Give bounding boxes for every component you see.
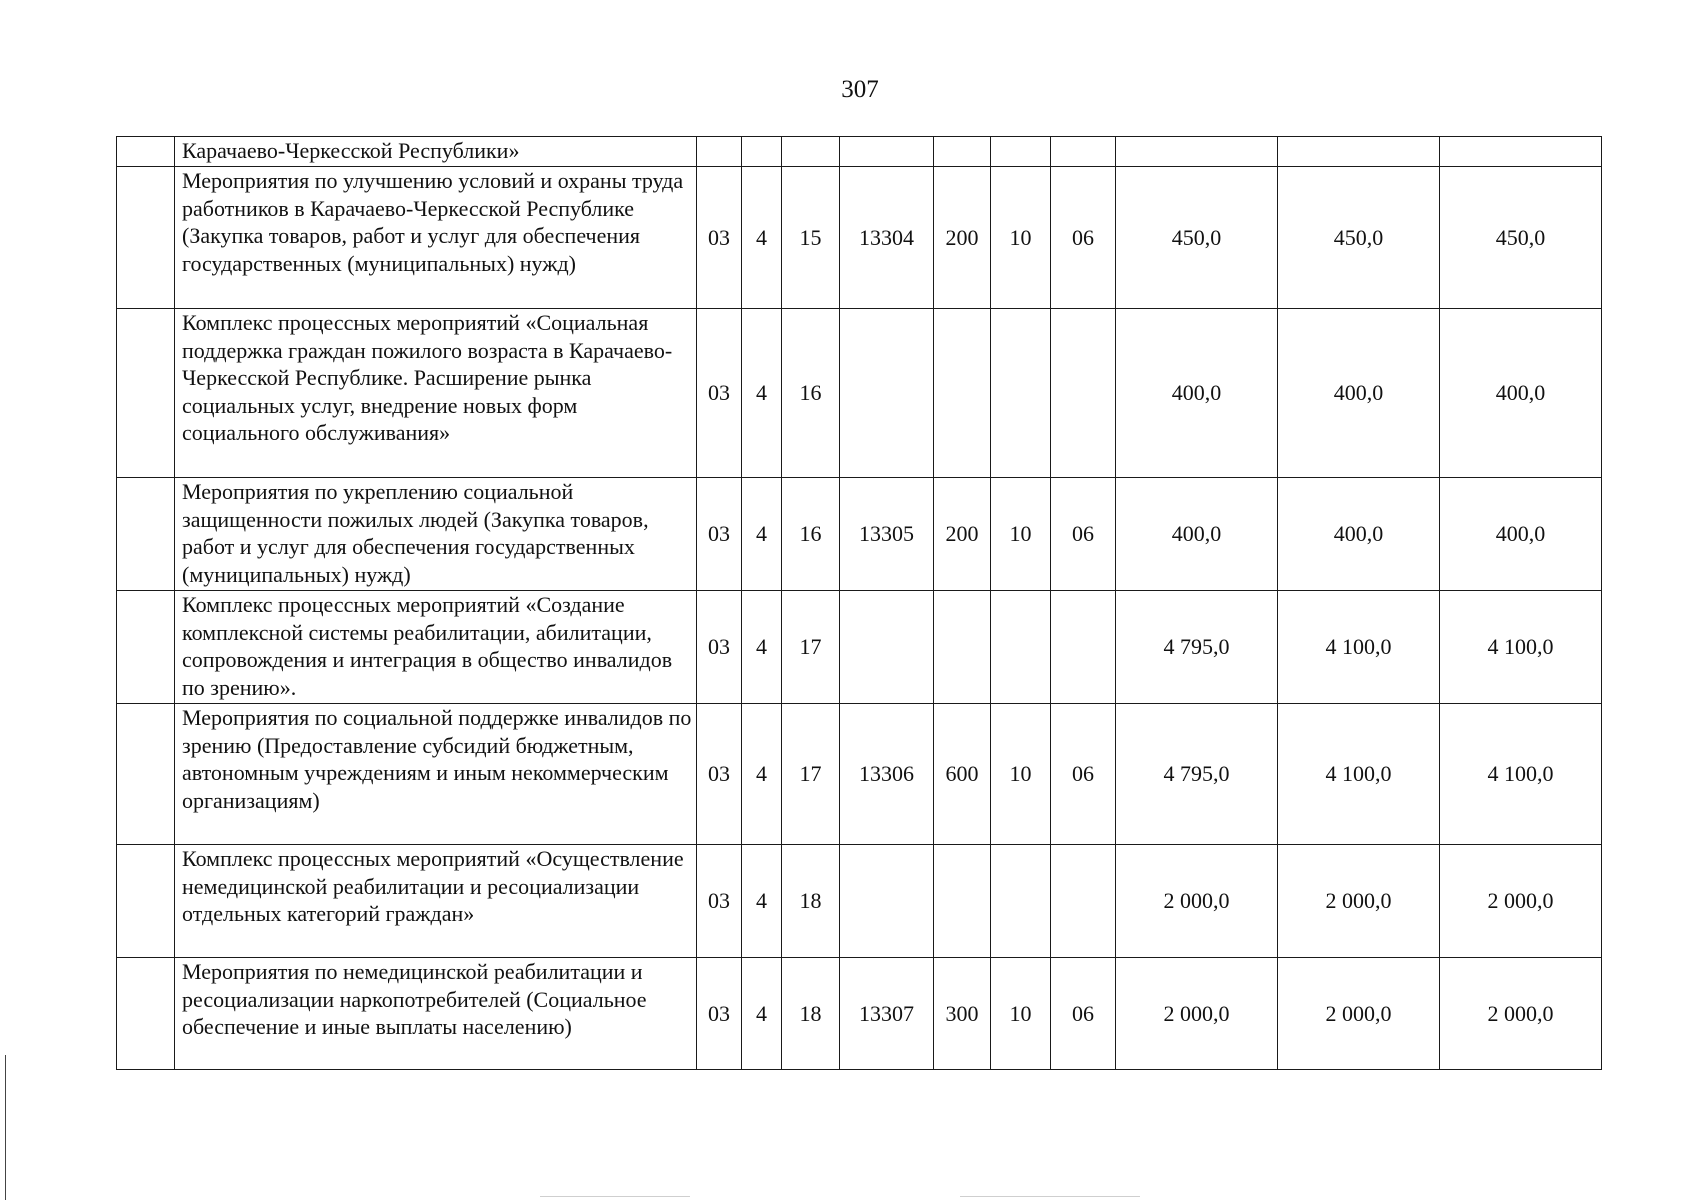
row-index-cell (117, 845, 175, 958)
code-cell: 600 (934, 704, 991, 845)
code-cell (991, 309, 1051, 478)
code-cell (1051, 591, 1116, 704)
amount-cell (1116, 137, 1278, 167)
code-cell: 13307 (840, 958, 934, 1070)
amount-cell: 450,0 (1440, 167, 1602, 309)
code-cell (991, 845, 1051, 958)
code-cell: 18 (782, 845, 840, 958)
amount-cell: 400,0 (1278, 309, 1440, 478)
code-cell (934, 845, 991, 958)
code-cell (934, 137, 991, 167)
table-row (117, 478, 1602, 591)
description-cell: Комплекс процессных мероприятий «Создание комплексной системы реабилитации, абилитации, сопровождения и интеграция в общество инвалидов по зрению». (175, 591, 697, 704)
description-cell: Карачаево-Черкесской Республики» (175, 137, 697, 167)
amount-cell (1440, 137, 1602, 167)
amount-cell: 4 100,0 (1440, 704, 1602, 845)
code-cell: 16 (782, 478, 840, 591)
amount-cell: 2 000,0 (1278, 958, 1440, 1070)
table-row (117, 591, 1602, 704)
code-cell: 4 (742, 958, 782, 1070)
code-cell: 03 (697, 591, 742, 704)
code-cell: 15 (782, 167, 840, 309)
code-cell: 4 (742, 167, 782, 309)
scan-faint-line (540, 1196, 690, 1197)
amount-cell: 4 100,0 (1440, 591, 1602, 704)
row-index-cell (117, 167, 175, 309)
amount-cell (1278, 137, 1440, 167)
row-index-cell (117, 309, 175, 478)
scan-margin-line (5, 1055, 6, 1200)
code-cell (1051, 845, 1116, 958)
code-cell (782, 137, 840, 167)
amount-cell: 4 100,0 (1278, 591, 1440, 704)
amount-cell: 400,0 (1278, 478, 1440, 591)
code-cell: 03 (697, 704, 742, 845)
amount-cell: 2 000,0 (1116, 958, 1278, 1070)
code-cell: 03 (697, 478, 742, 591)
code-cell: 4 (742, 591, 782, 704)
code-cell: 10 (991, 167, 1051, 309)
amount-cell: 450,0 (1278, 167, 1440, 309)
code-cell: 17 (782, 704, 840, 845)
code-cell: 06 (1051, 167, 1116, 309)
code-cell: 03 (697, 845, 742, 958)
amount-cell: 2 000,0 (1278, 845, 1440, 958)
code-cell: 300 (934, 958, 991, 1070)
code-cell: 06 (1051, 478, 1116, 591)
page-number: 307 (841, 76, 879, 103)
code-cell: 13305 (840, 478, 934, 591)
amount-cell: 400,0 (1440, 309, 1602, 478)
code-cell (840, 845, 934, 958)
code-cell (840, 137, 934, 167)
code-cell: 13304 (840, 167, 934, 309)
table-row (117, 309, 1602, 478)
row-index-cell (117, 704, 175, 845)
row-index-cell (117, 137, 175, 167)
code-cell: 200 (934, 478, 991, 591)
code-cell: 03 (697, 958, 742, 1070)
code-cell: 4 (742, 845, 782, 958)
code-cell (1051, 309, 1116, 478)
budget-table (116, 136, 1602, 1070)
code-cell: 03 (697, 309, 742, 478)
scan-faint-line (960, 1196, 1140, 1197)
amount-cell: 4 795,0 (1116, 591, 1278, 704)
amount-cell: 2 000,0 (1440, 958, 1602, 1070)
code-cell: 4 (742, 309, 782, 478)
description-cell: Комплекс процессных мероприятий «Социальная поддержка граждан пожилого возраста в Карачаево-Черкесской Республике. Расширение рынка социальных услуг, внедрение новых форм социального обслуживания» (175, 309, 697, 478)
table-row (117, 137, 1602, 167)
table-row (117, 958, 1602, 1070)
description-cell: Мероприятия по укреплению социальной защищенности пожилых людей (Закупка товаров, работ и услуг для обеспечения государственных (муниципальных) нужд) (175, 478, 697, 591)
code-cell (840, 591, 934, 704)
description-cell: Мероприятия по немедицинской реабилитации и ресоциализации наркопотребителей (Социальное обеспечение и иные выплаты населению) (175, 958, 697, 1070)
code-cell: 06 (1051, 958, 1116, 1070)
description-cell: Мероприятия по улучшению условий и охраны труда работников в Карачаево-Черкесской Республике (Закупка товаров, работ и услуг для обеспечения государственных (муниципальных) нужд) (175, 167, 697, 309)
table-row (117, 167, 1602, 309)
code-cell (991, 137, 1051, 167)
code-cell: 4 (742, 478, 782, 591)
description-cell: Комплекс процессных мероприятий «Осуществление немедицинской реабилитации и ресоциализации отдельных категорий граждан» (175, 845, 697, 958)
amount-cell: 2 000,0 (1116, 845, 1278, 958)
amount-cell: 400,0 (1116, 309, 1278, 478)
code-cell: 10 (991, 704, 1051, 845)
code-cell: 18 (782, 958, 840, 1070)
code-cell (697, 137, 742, 167)
code-cell: 10 (991, 478, 1051, 591)
row-index-cell (117, 958, 175, 1070)
amount-cell: 400,0 (1440, 478, 1602, 591)
code-cell (991, 591, 1051, 704)
table-row (117, 704, 1602, 845)
code-cell: 13306 (840, 704, 934, 845)
code-cell: 06 (1051, 704, 1116, 845)
code-cell: 17 (782, 591, 840, 704)
amount-cell: 2 000,0 (1440, 845, 1602, 958)
code-cell (934, 591, 991, 704)
row-index-cell (117, 591, 175, 704)
code-cell: 200 (934, 167, 991, 309)
amount-cell: 4 795,0 (1116, 704, 1278, 845)
code-cell (742, 137, 782, 167)
code-cell: 03 (697, 167, 742, 309)
amount-cell: 400,0 (1116, 478, 1278, 591)
amount-cell: 450,0 (1116, 167, 1278, 309)
code-cell (1051, 137, 1116, 167)
description-cell: Мероприятия по социальной поддержке инвалидов по зрению (Предоставление субсидий бюджетным, автономным учреждениям и иным некоммерческим организациям) (175, 704, 697, 845)
code-cell (840, 309, 934, 478)
row-index-cell (117, 478, 175, 591)
code-cell: 10 (991, 958, 1051, 1070)
code-cell: 16 (782, 309, 840, 478)
table-row (117, 845, 1602, 958)
amount-cell: 4 100,0 (1278, 704, 1440, 845)
code-cell (934, 309, 991, 478)
code-cell: 4 (742, 704, 782, 845)
